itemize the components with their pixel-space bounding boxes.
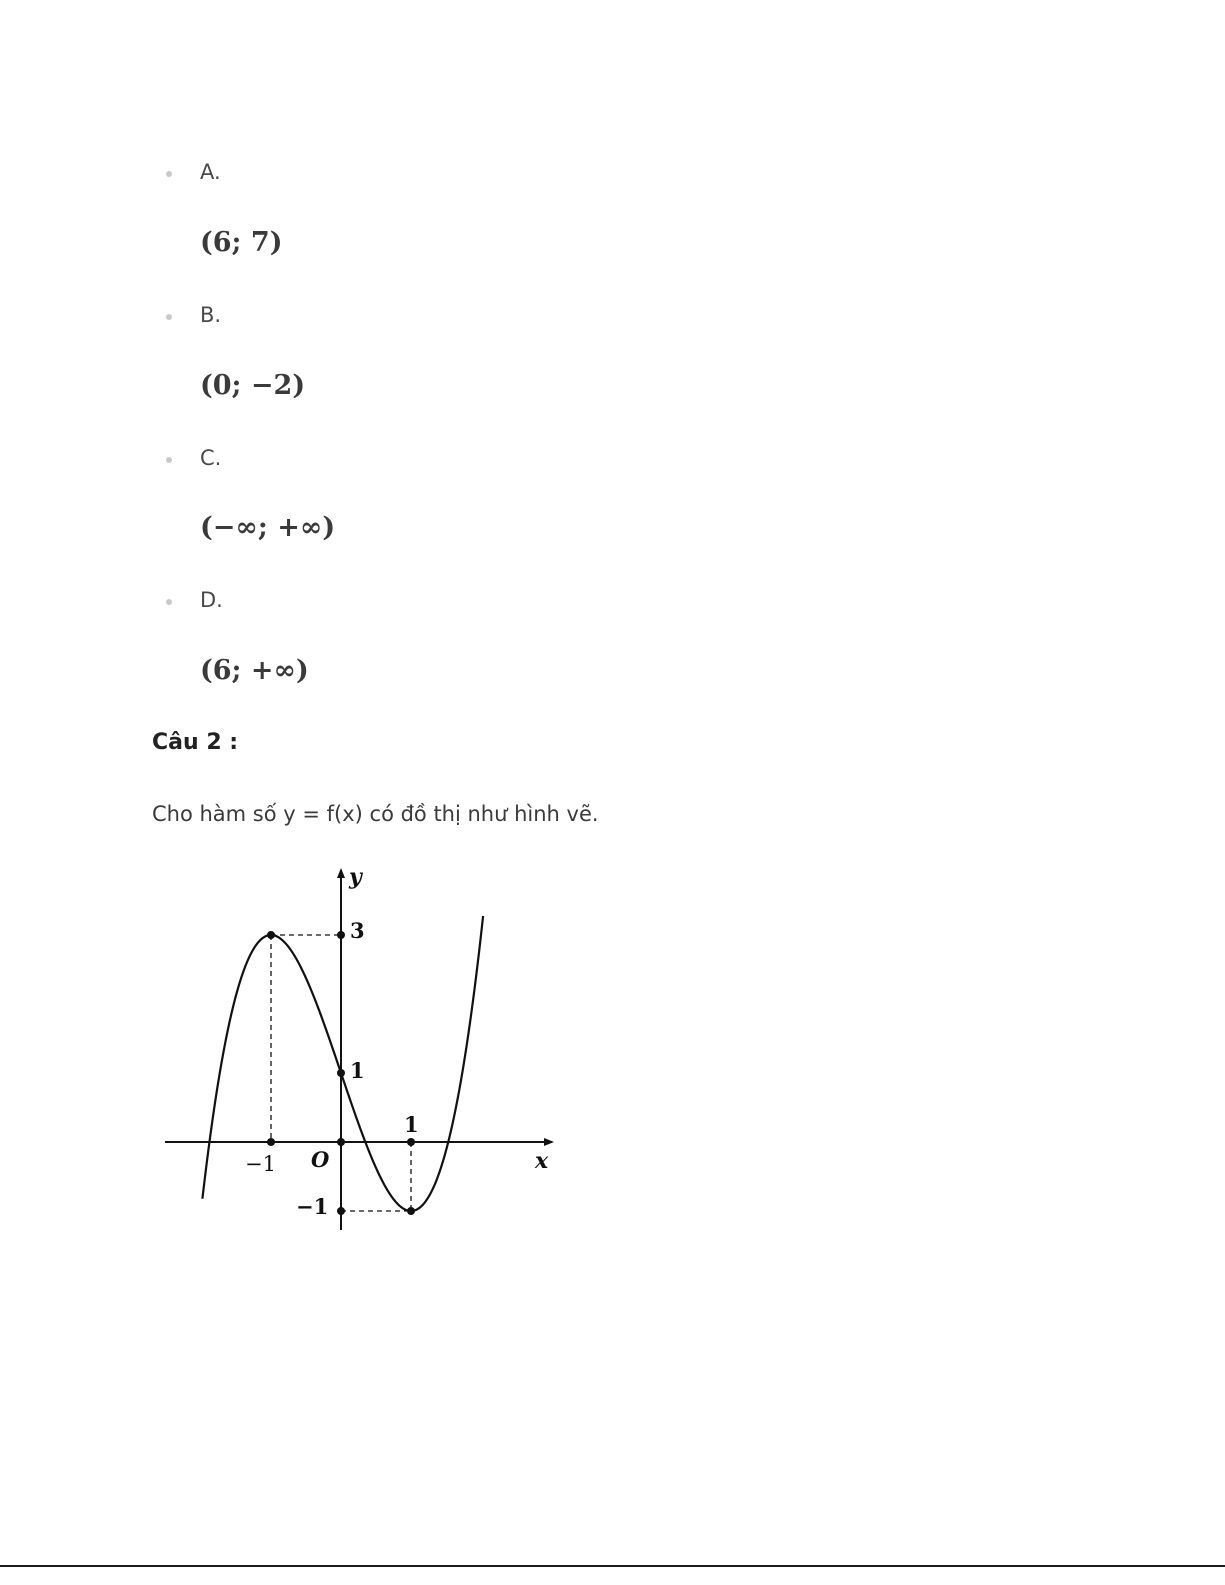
question-text: Cho hàm số y = f(x) có đồ thị như hình vẽ.	[152, 802, 599, 826]
bullet-icon	[166, 314, 172, 320]
option-b-value[interactable]: (0; −2)	[200, 370, 306, 401]
function-graph	[160, 860, 560, 1235]
option-a-value[interactable]: (6; 7)	[200, 227, 283, 258]
question-title: Câu 2 :	[152, 730, 239, 755]
marked-point	[407, 1207, 415, 1215]
option-c-value[interactable]: (−∞; +∞)	[200, 512, 336, 543]
marked-point	[337, 1069, 345, 1077]
option-d-value[interactable]: (6; +∞)	[200, 655, 309, 686]
marked-point	[407, 1138, 415, 1146]
marked-point	[267, 1138, 275, 1146]
marked-point	[337, 1138, 345, 1146]
marked-point	[337, 931, 345, 939]
tick-label-y-neg1: −1	[296, 1194, 329, 1219]
tick-label-x-1: 1	[404, 1112, 419, 1137]
option-d-letter[interactable]: D.	[200, 588, 223, 612]
tick-label-x-neg1: −1	[245, 1152, 276, 1176]
option-a-letter[interactable]: A.	[200, 160, 221, 184]
bullet-icon	[166, 599, 172, 605]
page-bottom-rule	[0, 1565, 1225, 1567]
tick-label-y-1: 1	[350, 1058, 365, 1083]
marked-point	[337, 1207, 345, 1215]
option-c-letter[interactable]: C.	[200, 446, 222, 470]
bullet-icon	[166, 171, 172, 177]
tick-label-y-3: 3	[350, 918, 365, 943]
bullet-icon	[166, 457, 172, 463]
x-axis-label: x	[535, 1148, 549, 1174]
y-axis-label: y	[349, 864, 362, 890]
origin-label: O	[311, 1147, 330, 1172]
marked-point	[267, 931, 275, 939]
option-b-letter[interactable]: B.	[200, 303, 222, 327]
